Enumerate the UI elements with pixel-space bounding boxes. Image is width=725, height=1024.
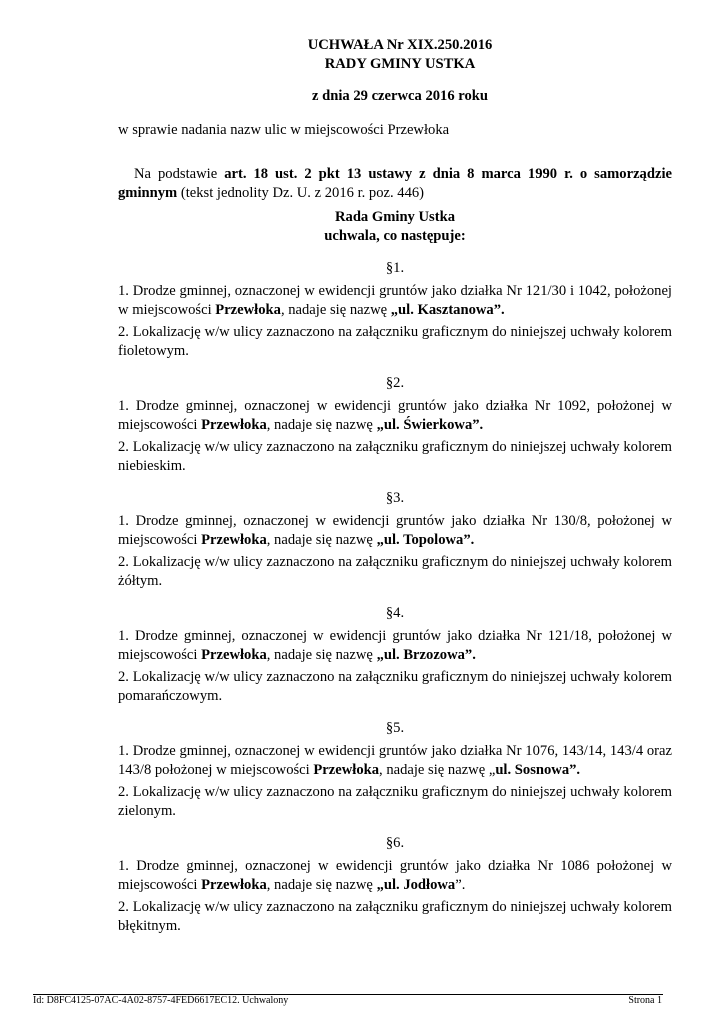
place-name: Przewłoka [201, 877, 267, 893]
section-paragraph-2: 2. Lokalizację w/w ulicy zaznaczono na załączniku graficznym do niniejszej uchwały kolorem fioletowym. [118, 324, 672, 359]
section-paragraph-1 [118, 282, 672, 320]
section-paragraph-1 [118, 742, 672, 780]
paragraph-text: 1. Drodze gminnej, oznaczonej w ewidencji gruntów jako działka Nr 1086 położonej w miejscowości [118, 858, 672, 893]
section-marker: §1. [385, 260, 405, 276]
section-paragraph-2: 2. Lokalizację w/w ulicy zaznaczono na załączniku graficznym do niniejszej uchwały kolorem niebieskim. [118, 439, 672, 474]
paragraph-text: 1. Drodze gminnej, oznaczonej w ewidencji gruntów jako działka Nr 121/18, położonej w miejscowości [118, 628, 672, 663]
place-name: Przewłoka [201, 532, 267, 548]
council-resolves: uchwala, co następuje: [324, 228, 466, 244]
street-name: „ul. Jodłowa [376, 877, 456, 893]
paragraph-text: 1. Drodze gminnej, oznaczonej w ewidencji gruntów jako działka Nr 130/8, położonej w miejscowości [118, 513, 672, 548]
resolution-title [0, 36, 725, 74]
preamble-legal-basis: art. 18 ust. 2 pkt 13 ustawy z dnia 8 marca 1990 r. o samorządzie gminnym [118, 166, 672, 201]
paragraph-text: , nadaje się nazwę „ [379, 762, 496, 778]
street-name: „ul. Świerkowa”. [376, 417, 484, 433]
paragraph-text: ”. [455, 877, 466, 893]
preamble-lead: Na podstawie [134, 166, 225, 182]
paragraph-text: 1. Drodze gminnej, oznaczonej w ewidencji gruntów jako działka Nr 1092, położonej w miejscowości [118, 398, 672, 433]
section-paragraph-1 [118, 857, 672, 895]
paragraph-text: , nadaje się nazwę [266, 647, 377, 663]
title-council: RADY GMINY USTKA [324, 56, 476, 72]
section-marker: §6. [385, 835, 405, 851]
resolution-date: z dnia 29 czerwca 2016 roku [311, 88, 489, 104]
section-marker: §5. [385, 720, 405, 736]
section-paragraph-2: 2. Lokalizację w/w ulicy zaznaczono na załączniku graficznym do niniejszej uchwały kolorem zielonym. [118, 784, 672, 819]
preamble [118, 165, 672, 203]
place-name: Przewłoka [201, 417, 267, 433]
paragraph-text: , nadaje się nazwę [266, 417, 377, 433]
section-paragraph-2: 2. Lokalizację w/w ulicy zaznaczono na załączniku graficznym do niniejszej uchwały kolorem błękitnym. [118, 899, 672, 934]
council-heading [118, 208, 672, 246]
footer-page-number: Strona 1 [628, 995, 662, 1006]
council-name: Rada Gminy Ustka [334, 209, 455, 225]
preamble-tail: (tekst jednolity Dz. U. z 2016 r. poz. 446) [177, 185, 425, 201]
section-marker: §2. [385, 375, 405, 391]
paragraph-text: 1. Drodze gminnej, oznaczonej w ewidencji gruntów jako działka Nr 121/30 i 1042, położonej w miejscowości [118, 283, 672, 318]
title-number: UCHWAŁA Nr XIX.250.2016 [307, 37, 493, 53]
section-paragraph-1 [118, 397, 672, 435]
paragraph-text: 1. Drodze gminnej, oznaczonej w ewidencji gruntów jako działka Nr 1076, 143/14, 143/4 oraz 143/8 położonej w miejscowości [118, 743, 672, 778]
paragraph-text: , nadaje się nazwę [280, 302, 391, 318]
place-name: Przewłoka [215, 302, 281, 318]
section-marker: §4. [385, 605, 405, 621]
resolution-subject: w sprawie nadania nazw ulic w miejscowości Przewłoka [118, 122, 450, 138]
place-name: Przewłoka [201, 647, 267, 663]
section-marker: §3. [385, 490, 405, 506]
place-name: Przewłoka [313, 762, 380, 778]
paragraph-text: , nadaje się nazwę [266, 877, 377, 893]
street-name: „ul. Kasztanowa”. [390, 302, 505, 318]
street-name: „ul. Brzozowa”. [376, 647, 476, 663]
street-name: „ul. Topolowa”. [376, 532, 475, 548]
section-paragraph-1 [118, 512, 672, 550]
street-name: ul. Sosnowa”. [495, 762, 581, 778]
section-paragraph-2: 2. Lokalizację w/w ulicy zaznaczono na załączniku graficznym do niniejszej uchwały kolorem pomarańczowym. [118, 669, 672, 704]
paragraph-text: , nadaje się nazwę [266, 532, 377, 548]
section-paragraph-1 [118, 627, 672, 665]
footer-document-id: Id: D8FC4125-07AC-4A02-8757-4FED6617EC12. Uchwalony [33, 995, 289, 1006]
section-paragraph-2: 2. Lokalizację w/w ulicy zaznaczono na załączniku graficznym do niniejszej uchwały kolorem żółtym. [118, 554, 672, 589]
